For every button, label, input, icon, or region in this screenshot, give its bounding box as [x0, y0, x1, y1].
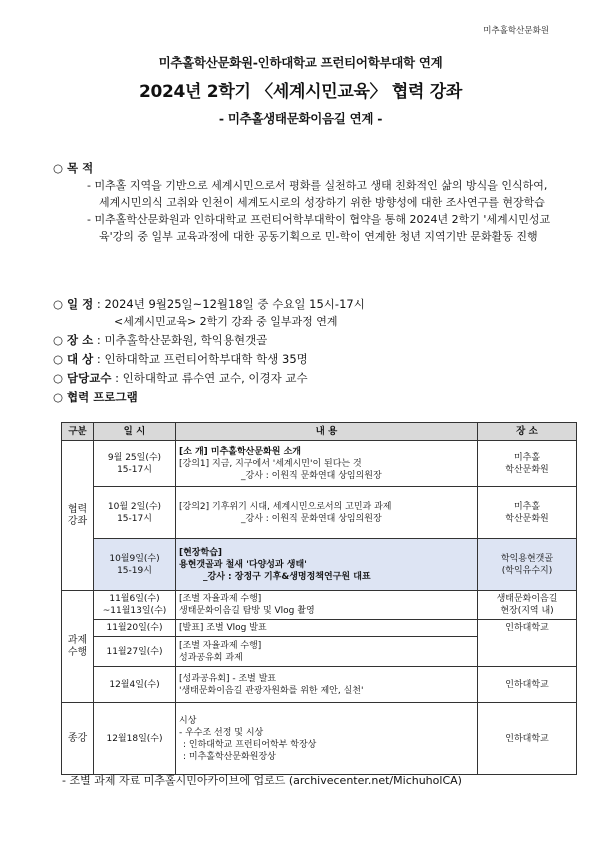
header-date: 일 시 [94, 423, 176, 441]
table-header-row [62, 423, 577, 441]
org-label: 미추홀학산문화원 [483, 26, 549, 36]
content-cell [176, 637, 478, 667]
title-line-1: 미추홀학산문화원-인하대학교 프런티어학부대학 연계 [158, 55, 443, 70]
content-cell [176, 703, 478, 775]
content-line: [조별 자율과제 수행] [179, 640, 262, 651]
content-cell [176, 539, 478, 591]
schedule-sub: <세계시민교육> 2학기 강좌 중 일부과정 연계 [114, 315, 338, 328]
content-line: '생태문화이음길 관광자원화를 위한 제안, 실천' [179, 685, 364, 696]
table-row [62, 539, 577, 591]
content-line: [현장학습] [179, 547, 223, 558]
content-line: : 미추홀학산문화원장상 [183, 751, 276, 762]
content-line: _강사 : 이원직 문화연대 상임의원장 [241, 513, 382, 524]
content-line: 시상 [179, 715, 197, 726]
content-line: 용현갯골과 철새 '다양성과 생태' [179, 559, 307, 570]
content-line: _강사 : 이원직 문화연대 상임의원장 [241, 470, 382, 481]
content-line: [조별 자율과제 수행] [179, 594, 262, 604]
date-cell: 11월27일(수) [94, 637, 176, 667]
date-cell: 11월6일(수) ~11월13일(수) [94, 591, 176, 620]
schedule-label: ○ 일 정 [53, 297, 94, 311]
date-cell: 11월20일(수) [94, 620, 176, 637]
table-row [62, 667, 577, 703]
table-row [62, 703, 577, 775]
staff-label: ○ 담당교수 [53, 371, 112, 385]
place-cell: 학익용현갯골 (학익유수지) [478, 539, 577, 591]
table-row [62, 487, 577, 539]
content-line: [강의1] 지금, 지구에서 '세계시민'이 된다는 것 [179, 458, 362, 469]
title-block [0, 53, 601, 127]
table-row [62, 441, 577, 487]
place-cell: 미추홀 학산문화원 [478, 487, 577, 539]
header-content: 내 용 [176, 423, 478, 441]
content-cell [176, 441, 478, 487]
purpose-item-2: - 미추홀학산문화원과 인하대학교 프런티어학부대학이 협약을 통해 2024년 2학기 '세계시민성교육'강의 중 일부 교육과정에 대한 공동기획으로 민-학이 연계한 청년 지역기반 문화활동 진행 [87, 213, 551, 243]
main-title: 2024년 2학기 〈세계시민교육〉 협력 강좌 [138, 82, 463, 102]
content-cell [176, 591, 478, 620]
staff-value: : 인하대학교 류수연 교수, 이경자 교수 [111, 371, 308, 385]
content-cell [176, 667, 478, 703]
place-cell: 인하대학교 [478, 620, 577, 667]
category-cell: 과제 수행 [62, 591, 94, 703]
subtitle: - 미추홀생태문화이음길 연계 - [218, 111, 383, 126]
content-line: [강의2] 기후위기 시대, 세계시민으로서의 고민과 과제 [179, 501, 392, 512]
program-table [61, 422, 577, 775]
date-cell: 9월 25일(수) 15-17시 [94, 441, 176, 487]
target-label: ○ 대 상 [53, 352, 94, 366]
content-line: 성과공유회 과제 [179, 652, 243, 663]
content-line: [발표] 조별 Vlog 발표 [179, 623, 267, 633]
place-cell: 인하대학교 [478, 703, 577, 775]
date-cell: 10월 2일(수) 15-17시 [94, 487, 176, 539]
content-cell [176, 487, 478, 539]
content-line: [소 개] 미추홀학산문화원 소개 [179, 446, 301, 457]
target-value: : 인하대학교 프런티어학부대학 학생 35명 [93, 352, 308, 366]
date-cell: 12월18일(수) [94, 703, 176, 775]
schedule-value: : 2024년 9월25일~12월18일 중 수요일 15시-17시 [93, 297, 365, 311]
category-cell: 종강 [62, 703, 94, 775]
header-place: 장 소 [478, 423, 577, 441]
place-cell: 생태문화이음길 현장(지역 내) [478, 591, 577, 620]
place-cell: 미추홀 학산문화원 [478, 441, 577, 487]
date-cell: 12월4일(수) [94, 667, 176, 703]
purpose-label: ○ 목 적 [53, 161, 94, 175]
content-line: 생태문화이음길 탐방 및 Vlog 촬영 [179, 606, 315, 616]
table-row [62, 620, 577, 637]
program-label: ○ 협력 프로그램 [53, 390, 138, 404]
header-category: 구분 [62, 423, 94, 441]
content-cell [176, 620, 478, 637]
place-cell: 인하대학교 [478, 667, 577, 703]
category-cell: 협력 강좌 [62, 441, 94, 591]
place-label: ○ 장 소 [53, 333, 94, 347]
footer-note: - 조별 과제 자료 미추홀시민아카이브에 업로드 (archivecenter.net/MichuholCA) [62, 774, 462, 787]
info-section [53, 296, 557, 406]
content-line: : 인하대학교 프런티어학부 학장상 [183, 739, 317, 750]
content-line: - 우수조 선정 및 시상 [179, 727, 264, 738]
content-line: _강사 : 장정구 기후&생명정책연구원 대표 [203, 571, 371, 582]
place-value: : 미추홀학산문화원, 학익용현갯골 [93, 333, 268, 347]
table-row [62, 591, 577, 620]
purpose-item-1: - 미추홀 지역을 기반으로 세계시민으로서 평화를 실천하고 생태 친화적인 삶의 방식을 인식하여, 세계시민의식 고취와 인천이 세계도시로의 성장하기 위한 방향성에 대한 조사연구를 현장학습 [87, 179, 548, 209]
purpose-section [53, 160, 557, 245]
content-line: [성과공유회] - 조별 발표 [179, 673, 277, 684]
date-cell: 10월9일(수) 15-19시 [94, 539, 176, 591]
